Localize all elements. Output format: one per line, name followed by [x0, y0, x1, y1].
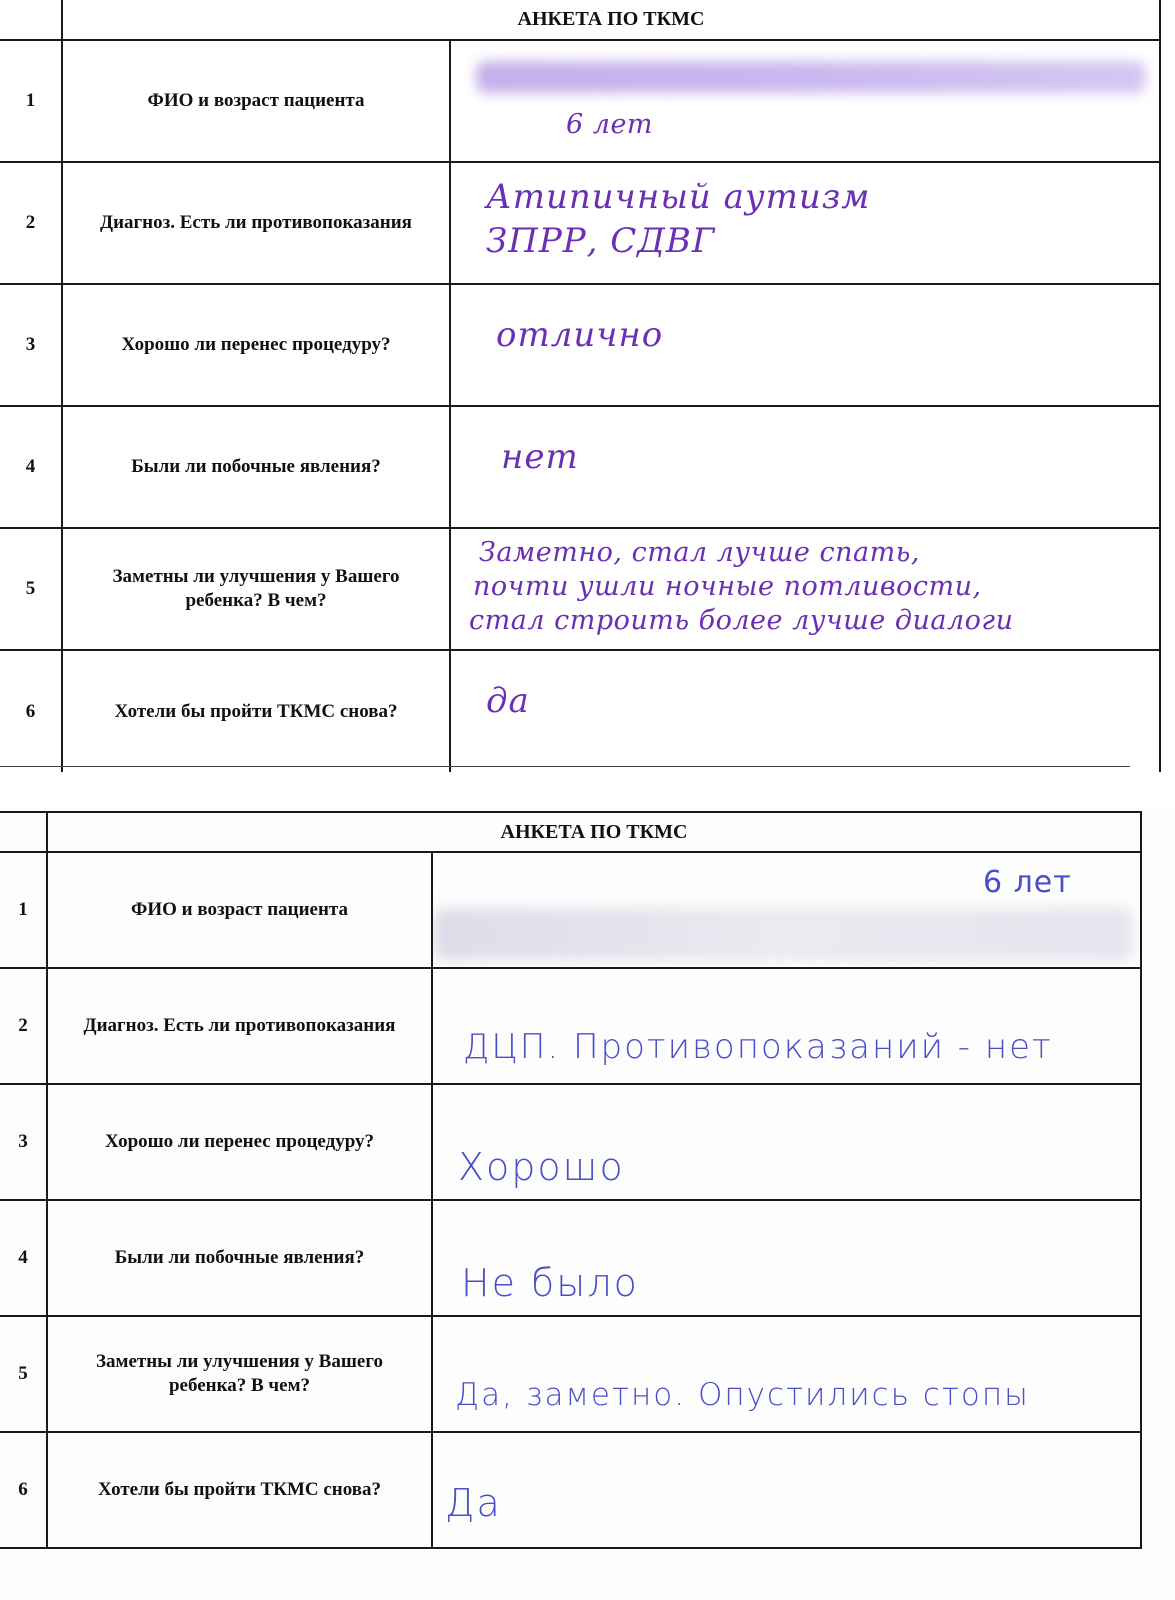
redacted-name [476, 61, 1146, 93]
row-number: 2 [0, 968, 47, 1084]
question-side-effects: Были ли побочные явления? [47, 1200, 432, 1316]
answer-cell-procedure [432, 1084, 1141, 1200]
corner-cell [0, 812, 47, 852]
answer-improvements: Да, заметно. Опустились стопы [455, 1377, 1030, 1413]
answer-cell-diagnosis [450, 162, 1160, 284]
question-diagnosis: Диагноз. Есть ли противопоказания [62, 162, 450, 284]
answer-improvements-line-2: почти ушли ночные потливости, [473, 571, 982, 602]
answer-improvements-line-3: стал строить более лучше диалоги [469, 605, 1014, 636]
answer-cell-improvements [432, 1316, 1141, 1432]
row-number: 3 [0, 1084, 47, 1200]
answer-side-effects: нет [501, 437, 579, 477]
row-number: 5 [0, 528, 62, 650]
row-number: 5 [0, 1316, 47, 1432]
answer-cell-side-effects [450, 406, 1160, 528]
row-number: 6 [0, 650, 62, 772]
answer-diagnosis-line-1: Атипичный аутизм [486, 177, 871, 217]
redacted-name [433, 908, 1133, 960]
answer-improvements-line-1: Заметно, стал лучше спать, [479, 537, 920, 568]
row-number: 2 [0, 162, 62, 284]
answer-age: 6 лет [566, 109, 654, 140]
question-patient-name-age: ФИО и возраст пациента [47, 852, 432, 968]
answer-procedure: Хорошо [458, 1145, 625, 1189]
corner-cell [0, 0, 62, 40]
answer-cell-procedure [450, 284, 1160, 406]
question-procedure-tolerance: Хорошо ли перенес процедуру? [62, 284, 450, 406]
question-repeat: Хотели бы пройти ТКМС снова? [47, 1432, 432, 1548]
answer-cell-side-effects [432, 1200, 1141, 1316]
question-side-effects: Были ли побочные явления? [62, 406, 450, 528]
question-repeat: Хотели бы пройти ТКМС снова? [62, 650, 450, 772]
answer-age: 6 лет [983, 865, 1072, 900]
answer-cell-repeat [432, 1432, 1141, 1548]
form-title: АНКЕТА ПО ТКМС [47, 812, 1141, 852]
questionnaire-table-1 [0, 0, 1161, 772]
questionnaire-sheet-2 [0, 805, 1175, 1600]
answer-cell-improvements [450, 528, 1160, 650]
row-number: 1 [0, 852, 47, 968]
row-number: 4 [0, 406, 62, 528]
question-improvements: Заметны ли улучшения у Вашего ребенка? В чем? [62, 528, 450, 650]
row-number: 4 [0, 1200, 47, 1316]
row-number: 3 [0, 284, 62, 406]
answer-cell-patient [450, 40, 1160, 162]
answer-cell-patient [432, 852, 1141, 968]
row-number: 1 [0, 40, 62, 162]
answer-diagnosis: ДЦП. Противопоказаний - нет [463, 1027, 1053, 1067]
sheet-bottom-edge [0, 766, 1130, 767]
questionnaire-table-2 [0, 811, 1142, 1549]
question-procedure-tolerance: Хорошо ли перенес процедуру? [47, 1084, 432, 1200]
answer-side-effects: Не было [461, 1261, 639, 1305]
question-patient-name-age: ФИО и возраст пациента [62, 40, 450, 162]
answer-diagnosis-line-2: ЗПРР, СДВГ [486, 221, 716, 261]
answer-repeat: Да [445, 1481, 502, 1525]
answer-repeat: да [486, 681, 530, 721]
row-number: 6 [0, 1432, 47, 1548]
question-improvements: Заметны ли улучшения у Вашего ребенка? В чем? [47, 1316, 432, 1432]
answer-cell-diagnosis [432, 968, 1141, 1084]
form-title: АНКЕТА ПО ТКМС [62, 0, 1160, 40]
questionnaire-sheet-1 [0, 0, 1175, 790]
answer-cell-repeat [450, 650, 1160, 772]
question-diagnosis: Диагноз. Есть ли противопоказания [47, 968, 432, 1084]
answer-procedure: отлично [496, 315, 664, 355]
